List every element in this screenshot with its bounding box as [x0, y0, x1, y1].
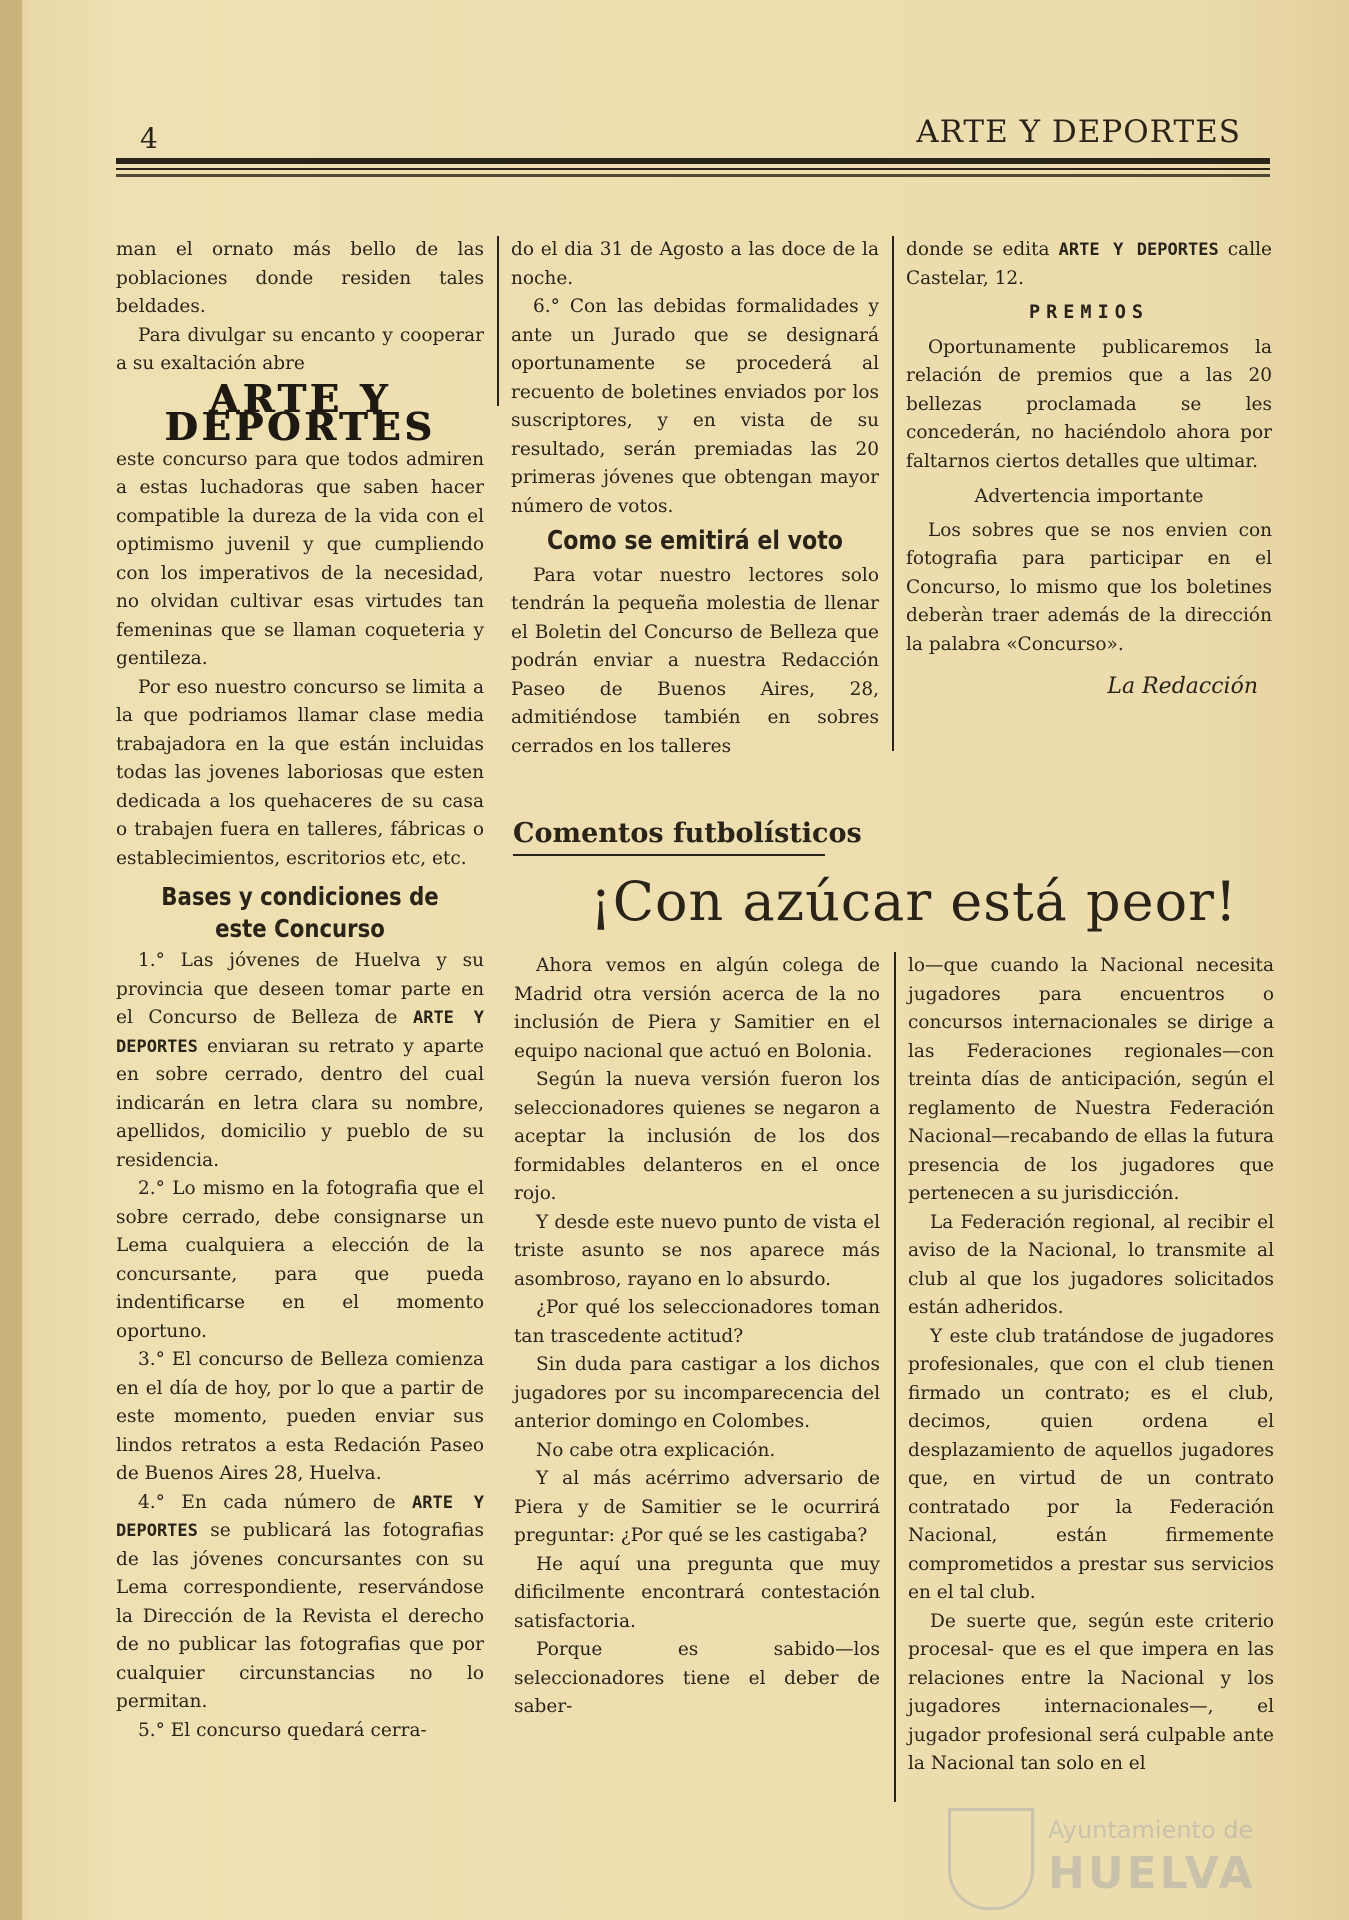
paragraph: Para divulgar su encanto y cooperar a su exaltación abre	[116, 324, 484, 374]
rule-4-text: 4.° En cada número de	[138, 1491, 412, 1513]
article-column-left	[514, 952, 880, 1722]
column-2	[511, 236, 879, 761]
paragraph: do el dia 31 de Agosto a las doce de la noche.	[511, 239, 879, 289]
paragraph: Y este club tratándose de jugadores profesionales, que con el club tienen firmado un contrato; es el club, decimos, quien ordena el desplazamiento de aquellos jugadores que, en virtud de un contrato contratado por la Federación Nacional, están firmemente comprometidos a prestar sus servicios en el tal club.	[908, 1325, 1274, 1603]
rule-4	[116, 1489, 484, 1717]
rule-4-text-cont: se publicará las fotografias de las jóvenes concursantes con su Lema correspondiente, reservándose la Dirección de la Revista el derecho de no publicar las fotografias que por cualquier circunstancias no lo permitan.	[116, 1520, 484, 1712]
paragraph: La Federación regional, al recibir el aviso de la Nacional, lo transmite al club al que los jugadores solicitados están adheridos.	[908, 1211, 1274, 1318]
header-rule	[116, 158, 1270, 164]
paragraph: Y al más acérrimo adversario de Piera y de Samitier se le ocurrirá preguntar: ¿Por qué se les castigaba?	[514, 1468, 880, 1546]
text-cont: calle Castelar, 12.	[906, 239, 1272, 289]
paragraph: Los sobres que se nos envien con fotografia para participar en el Concurso, lo mismo que los boletines deberàn traer además de la dirección la palabra «Concurso».	[906, 519, 1272, 655]
paragraph: Y desde este nuevo punto de vista el triste asunto se nos aparece más asombroso, rayano en lo absurdo.	[514, 1211, 880, 1290]
section-heading-bases: Bases y condiciones de este Concurso	[161, 882, 439, 943]
watermark-line1: Ayuntamiento de	[1048, 1816, 1254, 1844]
paragraph: lo—que cuando la Nacional necesita jugadores para encuentros o concursos internacionales se dirige a las Federaciones regionales—con treinta días de anticipación, según el reglamento de Nuestra Federación Nacional—recabando de ellas la futura presencia de los jugadores que pertenecen a su jurisdicción.	[908, 955, 1274, 1204]
article-headline: ¡Con azúcar está peor!	[590, 870, 1238, 933]
paragraph	[906, 236, 1272, 293]
header-rule-bottom	[116, 174, 1270, 177]
brand-name: ARTE Y DEPORTES	[116, 1008, 484, 1057]
paragraph: ¿Por qué los seleccionadores toman tan trascedente actitud?	[514, 1297, 880, 1347]
paragraph: Ahora vemos en algún colega de Madrid otra versión acerca de la no inclusión de Piera y Samitier en el equipo nacional que actuó en Bolonia.	[514, 955, 880, 1062]
column-divider	[892, 236, 894, 751]
article-column-right	[908, 952, 1274, 1779]
paragraph: Oportunamente publicaremos la relación de premios que a las 20 bellezas proclamada se les concederán, no haciéndolo ahora por faltarnos ciertos detalles que ultimar.	[906, 336, 1272, 472]
arte-y-deportes-logo: ARTE Y DEPORTES	[164, 375, 436, 449]
paragraph: este concurso para que todos admiren a estas luchadoras que saben hacer compatible la dureza de la vida con el optimismo juvenil y que cumpliendo con los imperativos de la necesidad, no olvidan cultivar esas virtudes tan femeninas que se llaman coqueteria y gentileza.	[116, 448, 484, 669]
shield-icon	[948, 1808, 1034, 1910]
page-number: 4	[140, 122, 158, 155]
advert-heading: Advertencia importante	[974, 485, 1204, 507]
brand-name: ARTE Y DEPORTES	[1058, 240, 1219, 260]
publication-title: ARTE Y DEPORTES	[916, 114, 1241, 150]
archive-watermark	[948, 1808, 1278, 1908]
rule-5: 5.° El concurso quedará cerra-	[138, 1719, 427, 1741]
rule-1	[116, 947, 484, 1175]
column-1	[116, 236, 484, 1745]
section-underline	[513, 854, 825, 856]
paragraph: De suerte que, según este criterio procesal- que es el que impera en las relaciones entre la Nacional y los jugadores internacionales—, el jugador profesional será culpable ante la Nacional tan solo en el	[908, 1610, 1274, 1774]
paragraph: Por eso nuestro concurso se limita a la que podriamos llamar clase media trabajadora en la que están incluidas todas las jovenes laboriosas que esten dedicada a los quehaceres de su casa o trabajen fuera en talleres, fábricas o establecimientos, escritorios etc, etc.	[116, 676, 484, 869]
article-section: Comentos futbolísticos	[513, 818, 862, 849]
rule-3: 3.° El concurso de Belleza comienza en el día de hoy, por lo que a partir de este momento, pueden enviar sus lindos retratos a esta Redación Paseo de Buenos Aires 28, Huelva.	[116, 1349, 484, 1484]
text: donde se edita	[906, 239, 1059, 260]
column-3	[906, 236, 1272, 702]
premios-heading: PREMIOS	[1029, 302, 1149, 323]
column-divider	[497, 236, 499, 406]
paragraph: Porque es sabido—los seleccionadores tiene el deber de saber-	[514, 1639, 880, 1717]
paragraph: Sin duda para castigar a los dichos jugadores por su incomparecencia del anterior domingo en Colombes.	[514, 1354, 880, 1432]
rule-6: 6.° Con las debidas formalidades y ante un Jurado que se designará oportunamente se procederá al recuento de boletines enviados por los suscriptores, y en vista de su resultado, serán premiadas las 20 primeras jóvenes que obtengan mayor número de votos.	[511, 296, 879, 517]
paragraph: man el ornato más bello de las poblaciones donde residen tales beldades.	[116, 239, 484, 317]
rule-1-text-cont: enviaran su retrato y aparte en sobre cerrado, dentro del cual indicarán en letra clara su nombre, apellidos, domicilio y pueblo de su residencia.	[116, 1035, 484, 1171]
paragraph: He aquí una pregunta que muy dificilmente encontrará contestación satisfactoria.	[514, 1553, 880, 1632]
header-rule-thin	[116, 168, 1270, 170]
paragraph: Según la nueva versión fueron los seleccionadores quienes se negaron a aceptar la inclusión de los dos formidables delanteros en el once rojo.	[514, 1069, 880, 1204]
page-edge	[0, 0, 22, 1920]
signature: La Redacción	[1107, 674, 1258, 699]
watermark-line2: HUELVA	[1048, 1848, 1256, 1899]
column-divider	[894, 952, 896, 1802]
brand-name: ARTE Y DEPORTES	[116, 1492, 484, 1541]
rule-2: 2.° Lo mismo en la fotografia que el sobre cerrado, debe consignarse un Lema cualquiera a elección de la concursante, para que pueda indentificarse en el momento oportuno.	[116, 1178, 484, 1342]
paragraph: Para votar nuestro lectores solo tendrán la pequeña molestia de llenar el Boletin del Concurso de Belleza que podrán enviar a nuestra Redacción Paseo de Buenos Aires, 28, admitiéndose también en sobres cerrados en los talleres	[511, 564, 879, 757]
section-heading-voto: Como se emitirá el voto	[547, 526, 843, 556]
rule-1-text: 1.° Las jóvenes de Huelva y su provincia que deseen tomar parte en el Concurso de Belleza de	[116, 950, 484, 1028]
paragraph: No cabe otra explicación.	[536, 1439, 776, 1461]
